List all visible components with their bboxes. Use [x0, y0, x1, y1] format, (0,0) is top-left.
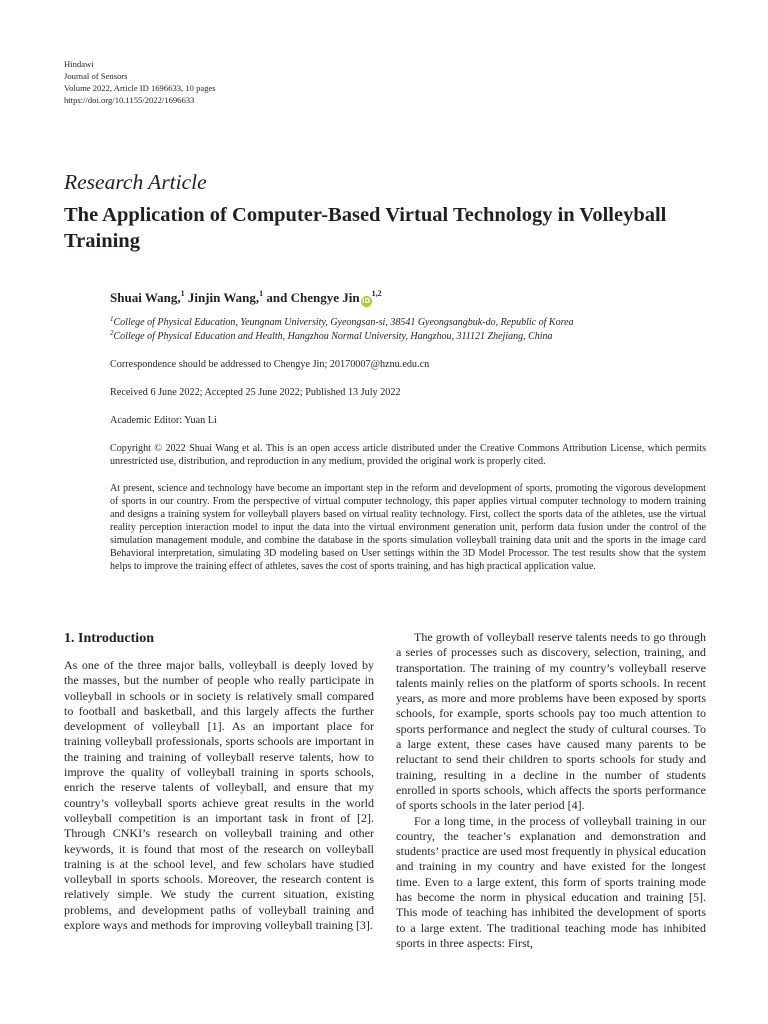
author-name[interactable]: Jinjin Wang,: [187, 290, 260, 305]
paragraph: For a long time, in the process of volleyball training in our country, the teacher’s explanation and demonstration and students’ practice are used most frequently in physical education and training in my country and have existed for the longest time. Even to a large extent, this form of sports training mode has become the norm in physical education and training [5]. This mode of teaching has inhibited the development of sports to a large extent. The traditional teaching mode has inhibited sports in three aspects: First,: [396, 813, 706, 950]
section-heading: 1. Introduction: [64, 631, 154, 646]
affiliation-marker: 1: [259, 289, 264, 298]
correspondence-line: Correspondence should be addressed to Chengye Jin; 20170007@hznu.edu.cn: [110, 359, 430, 370]
abstract-text: At present, science and technology have become an important step in the reform and development of sports, promoting the vigorous development of sports in our country. From the perspective of virtual computer technology, this paper applies virtual computer technology to modern training and designs a training system for volleyball players based on virtual reality technology. First, collect the sports data of the athletes, use the virtual reality perception interaction model to input the data into the virtual environment generation unit, perform data fusion under the control of the simulation management module, and combine the database in the sports simulation volleyball training data unit and the sports in the image card Behavioral interpretation, simulating 3D modeling based on User settings within the 3D Model Processor. The test results show that the system helps to improve the training effect of athletes, saves the cost of sports training, and has high practical application value.: [110, 483, 706, 572]
affiliation-marker: 1: [180, 289, 185, 298]
doi-link[interactable]: https://doi.org/10.1155/2022/1696633: [64, 95, 195, 105]
academic-editor: Academic Editor: Yuan Li: [110, 415, 217, 426]
affiliation: [110, 330, 706, 344]
affiliation: [110, 316, 706, 330]
affiliation-number: 1: [110, 315, 114, 323]
journal-header: [64, 58, 216, 106]
right-column: [396, 630, 706, 951]
author-name[interactable]: Chengye Jin: [290, 290, 360, 305]
article-type: Research Article: [64, 170, 207, 194]
author-list: [110, 290, 706, 307]
orcid-icon[interactable]: iD: [361, 297, 371, 305]
author-name[interactable]: Shuai Wang,: [110, 290, 181, 305]
copyright-notice: Copyright © 2022 Shuai Wang et al. This is an open access article distributed under the Creative Commons Attribution License, which permits unrestricted use, distribution, and reproduction in any medium, provided the original work is properly cited.: [110, 443, 706, 467]
front-matter: [110, 290, 706, 573]
volume-line: Volume 2022, Article ID 1696633, 10 pages: [64, 83, 216, 93]
left-column: [64, 630, 374, 933]
journal-name: Journal of Sensors: [64, 71, 128, 81]
article-title: The Application of Computer-Based Virtual Technology in Volleyball Training: [64, 204, 667, 252]
publication-dates: Received 6 June 2022; Accepted 25 June 2022; Published 13 July 2022: [110, 387, 401, 398]
affiliation-text: College of Physical Education and Health, Hangzhou Normal University, Hangzhou, 311121 Zhejiang, China: [113, 331, 553, 342]
affiliation-text: College of Physical Education, Yeungnam University, Gyeongsan-si, 38541 Gyeongsangbuk-do, Republic of Korea: [113, 317, 574, 328]
affiliation-marker: 1,2: [371, 289, 382, 298]
publisher-name: Hindawi: [64, 59, 94, 69]
paragraph: As one of the three major balls, volleyball is deeply loved by the masses, but the number of people who really participate in volleyball in schools or in society is relatively small compared to football and basketball, and this largely affects the further development of volleyball [1]. As an important place for training volleyball professionals, sports schools are important in the training and training of volleyball reserve talents, how to improve the quality of volleyball training in sports schools, enrich the reserve talents of volleyball, and ensure that my country’s volleyball sports achieve great results in the world volleyball competition is an important task in front of [2]. Through CNKI’s research on volleyball training and other keywords, it is found that most of the research on volleyball training is at the school level, and few scholars have studied volleyball in sports schools. Moreover, the research content is relatively simple. We study the current situation, existing problems, and development paths of volleyball training and explore ways and methods for improving volleyball training [3].: [64, 658, 374, 933]
affiliation-number: 2: [110, 329, 114, 337]
paragraph: The growth of volleyball reserve talents needs to go through a series of processes such as discovery, selection, training, and transportation. The training of my country’s volleyball reserve talents mainly relies on the platform of sports schools. In recent years, as more and more problems have been exposed by sports schools, for example, sports schools pay too much attention to sports performance and neglect the study of cultural courses. To a large extent, these cases have caused many parents to be reluctant to send their children to sports schools for study and training, resulting in a decline in the number of students enrolled in sports schools, which affects the sports performance of sports schools in the later period [4].: [396, 630, 706, 813]
author-conjunction: and: [266, 290, 288, 305]
